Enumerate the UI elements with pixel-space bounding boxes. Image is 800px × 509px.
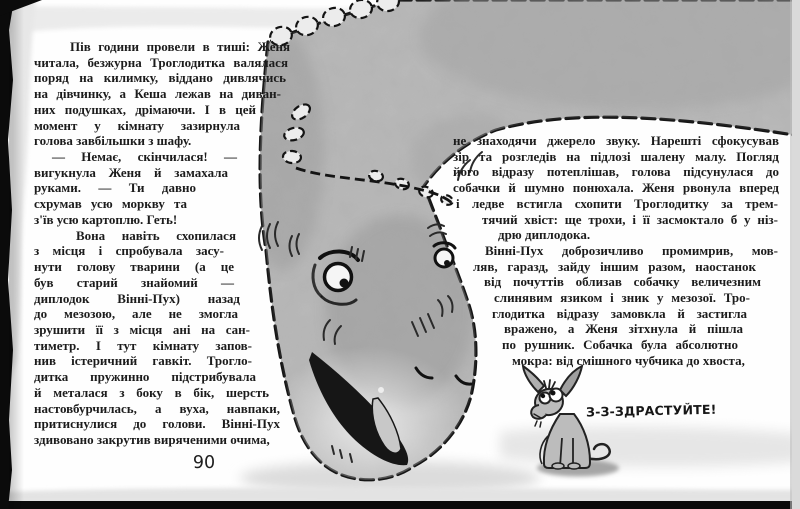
text-line: схрумав усю моркву та <box>34 196 187 212</box>
text-line: слинявим язиком і зник у мезозої. Тро- <box>494 290 750 305</box>
text-line: з'їв усю картоплю. Геть! <box>34 211 178 227</box>
text-line: й металася з боку в бік, шерсть <box>34 384 269 400</box>
text-line: ляв, гаразд, зайду іншим разом, наостанок <box>473 258 756 274</box>
text-line: до мезозою, але не змогла <box>34 306 238 322</box>
text-line: голова завбільшки з шафу. <box>34 133 192 149</box>
text-line: Пів години провели в тиші: Женя <box>70 39 290 54</box>
text-line: тиметр. І тут кімнату запов- <box>34 337 252 353</box>
text-line: притиснулися до голови. Вінні-Пух <box>34 416 280 432</box>
text-line: був старий знайомий — <box>34 274 234 290</box>
text-line: зрушити її з місця ані на сан- <box>34 321 250 337</box>
text-line: дитка пружинно підстрибувала <box>34 369 256 385</box>
text-line: з місця і спробувала засу- <box>34 243 224 259</box>
text-line: Вінні-Пух доброзичливо промимрив, мов- <box>485 242 778 258</box>
text-line: читала, безжурна Троглодитка валялася <box>34 54 288 70</box>
text-line: мокра: від смішного чубчика до хвоста, <box>512 352 745 368</box>
text-line: настовбурчилась, а вуха, навпаки, <box>34 400 280 416</box>
text-line: поряд на килимку, віддано дивлячись <box>34 70 286 86</box>
text-line: його відразу потеплішав, голова підсунулася до <box>453 164 779 180</box>
text-line: тячий хвіст: ще трохи, і її засмоктало б у ніз- <box>482 211 778 227</box>
text-line: вражено, а Женя зітхнула й пішла <box>504 321 743 337</box>
text-line: по рушник. Собачка була абсолютно <box>502 337 738 353</box>
text-line: глодитка відразу замовкла й застигла <box>492 305 747 321</box>
dog-speech-text: З-З-ЗДРАСТУЙТЕ! <box>585 401 717 420</box>
text-line: нив істеричний гавкіт. Трогло- <box>34 353 252 369</box>
text-line: Вона навіть схопилася <box>76 227 236 243</box>
text-line: не знаходячи джерело звуку. Нарешті сфокусував <box>453 133 779 148</box>
text-line: — Немає, скінчилася! — <box>52 149 237 165</box>
text-line: них подушках, дрімаючи. І в цей <box>34 101 256 117</box>
text-line: дрю диплодока. <box>498 227 591 243</box>
text-line: момент у кімнату зазирнула <box>34 117 240 133</box>
text-line: на дівчинку, а Кеша лежав на диван- <box>34 86 281 102</box>
text-line: від почуттів облизав собачку величезним <box>484 274 761 290</box>
text-line: і ледве встигла схопити Троглодитку за трем- <box>456 195 778 211</box>
text-line: вигукнула Женя й замахала <box>34 164 228 180</box>
text-line: собачки й шумно понюхала. Женя рвонула вперед <box>453 180 779 196</box>
text-line: зір та розгледів на підлозі шалену малу. Погляд <box>453 148 779 164</box>
text-line: нути голову тварини (а це <box>34 259 234 275</box>
text-line: диплодок Вінні-Пух) назад <box>34 290 240 306</box>
page-number: 90 <box>192 453 216 473</box>
text-line: руками. — Ти давно <box>34 180 196 196</box>
text-line: здивовано закрутив виряченими очима, <box>34 432 270 447</box>
